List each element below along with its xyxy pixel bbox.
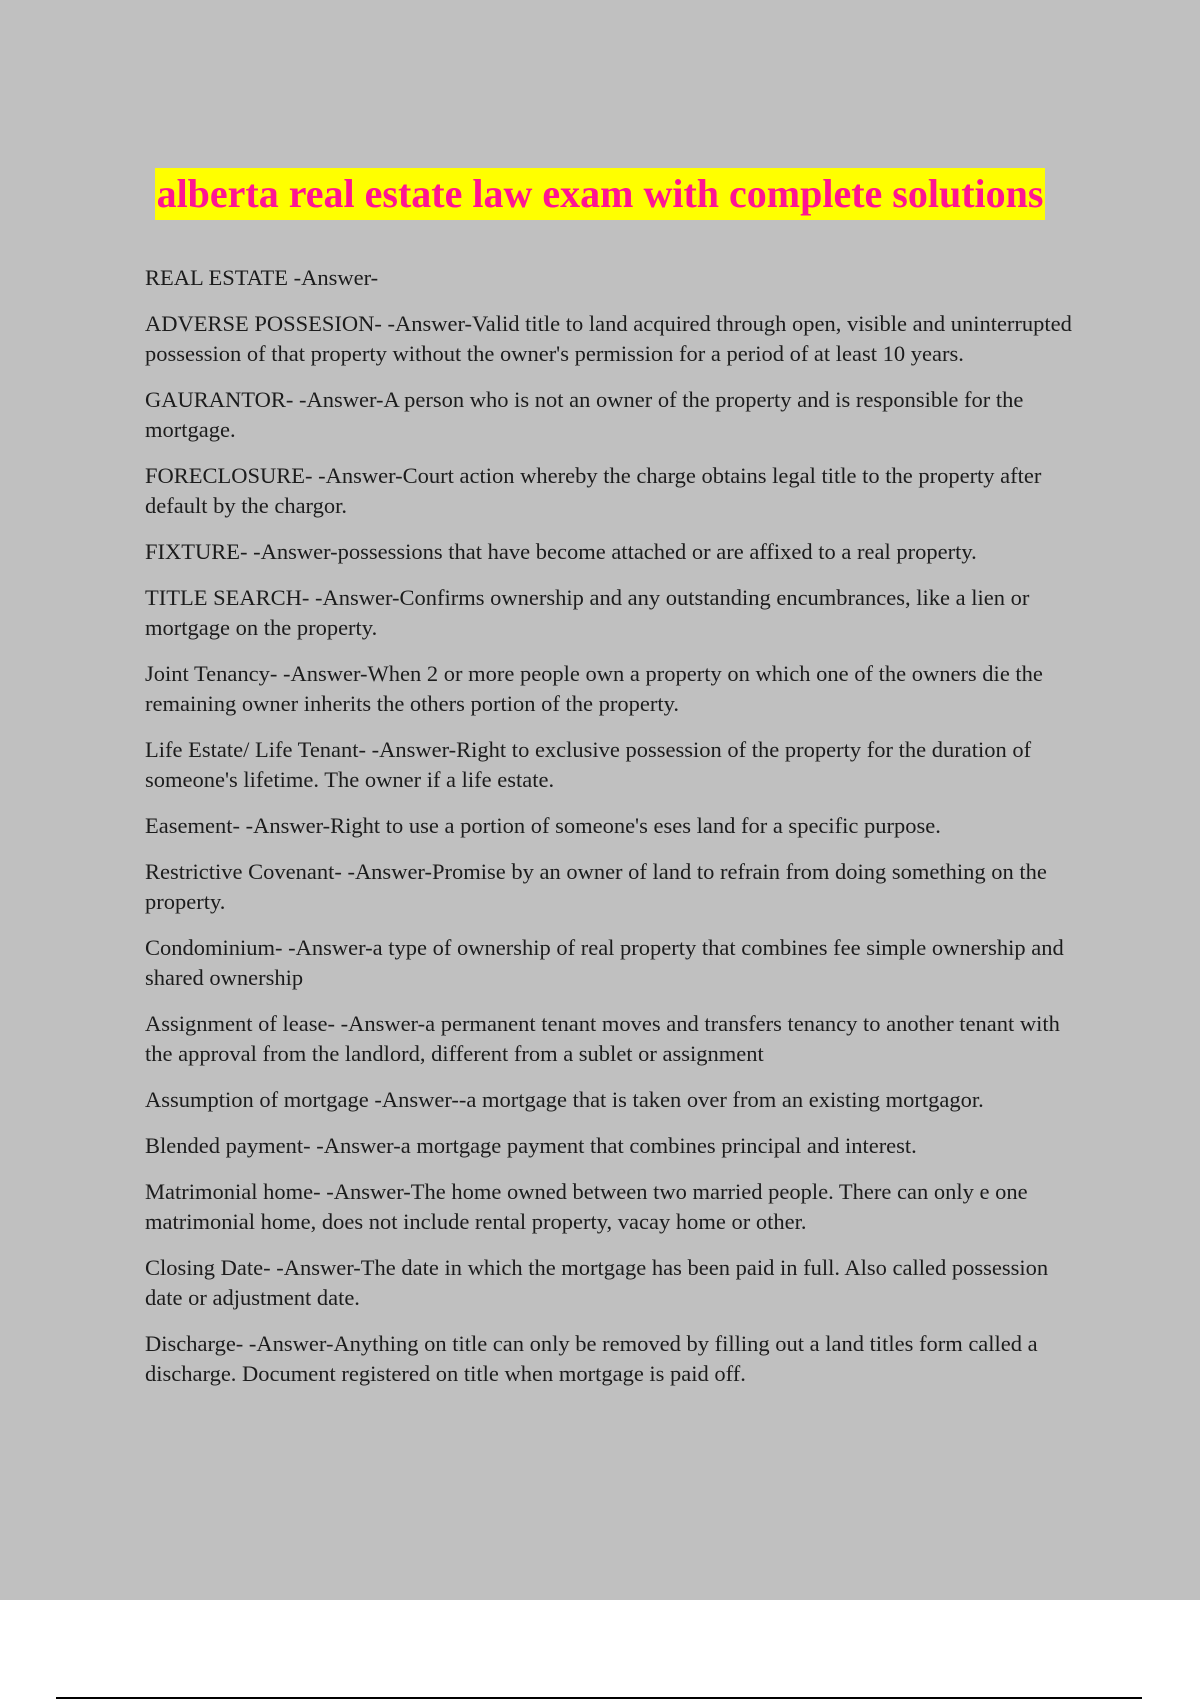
qa-entry: Life Estate/ Life Tenant- -Answer-Right to exclusive possession of the property for the duration of someone's lifetime. The owner if a life estate. bbox=[145, 737, 1032, 792]
qa-entry: Closing Date- -Answer-The date in which the mortgage has been paid in full. Also called possession date or adjustment date. bbox=[145, 1255, 1049, 1310]
qa-entry: Discharge- -Answer-Anything on title can only be removed by filling out a land titles form called a discharge. Document registered on title when mortgage is paid off. bbox=[145, 1331, 1038, 1386]
qa-entry: Matrimonial home- -Answer-The home owned between two married people. There can only e one matrimonial home, does not include rental property, vacay home or other. bbox=[145, 1179, 1028, 1234]
qa-entry: FORECLOSURE- -Answer-Court action whereby the charge obtains legal title to the property after default by the chargor. bbox=[145, 463, 1042, 518]
qa-entry: REAL ESTATE -Answer- bbox=[145, 265, 379, 290]
qa-entry: Joint Tenancy- -Answer-When 2 or more people own a property on which one of the owners die the remaining owner inherits the others portion of the property. bbox=[145, 661, 1043, 716]
qa-entry: TITLE SEARCH- -Answer-Confirms ownership and any outstanding encumbrances, like a lien or mortgage on the property. bbox=[145, 585, 1030, 640]
qa-entry: Assignment of lease- -Answer-a permanent tenant moves and transfers tenancy to another tenant with the approval from the landlord, different from a sublet or assignment bbox=[145, 1011, 1060, 1066]
title-container bbox=[0, 168, 1200, 220]
qa-entry: Condominium- -Answer-a type of ownership of real property that combines fee simple ownership and shared ownership bbox=[145, 935, 1064, 990]
qa-list bbox=[145, 263, 1085, 1405]
qa-entry: Assumption of mortgage -Answer--a mortgage that is taken over from an existing mortgagor. bbox=[145, 1087, 984, 1112]
qa-entry: ADVERSE POSSESION- -Answer-Valid title to land acquired through open, visible and uninterrupted possession of that property without the owner's permission for a period of at least 10 years. bbox=[145, 311, 1072, 366]
qa-entry: Easement- -Answer-Right to use a portion of someone's eses land for a specific purpose. bbox=[145, 813, 941, 838]
qa-entry: Restrictive Covenant- -Answer-Promise by an owner of land to refrain from doing something on the property. bbox=[145, 859, 1047, 914]
qa-entry: FIXTURE- -Answer-possessions that have become attached or are affixed to a real property. bbox=[145, 539, 977, 564]
qa-entry: GAURANTOR- -Answer-A person who is not an owner of the property and is responsible for the mortgage. bbox=[145, 387, 1024, 442]
document-title: alberta real estate law exam with complete solutions bbox=[155, 168, 1046, 220]
footer-divider bbox=[56, 1697, 1142, 1699]
qa-entry: Blended payment- -Answer-a mortgage payment that combines principal and interest. bbox=[145, 1133, 917, 1158]
